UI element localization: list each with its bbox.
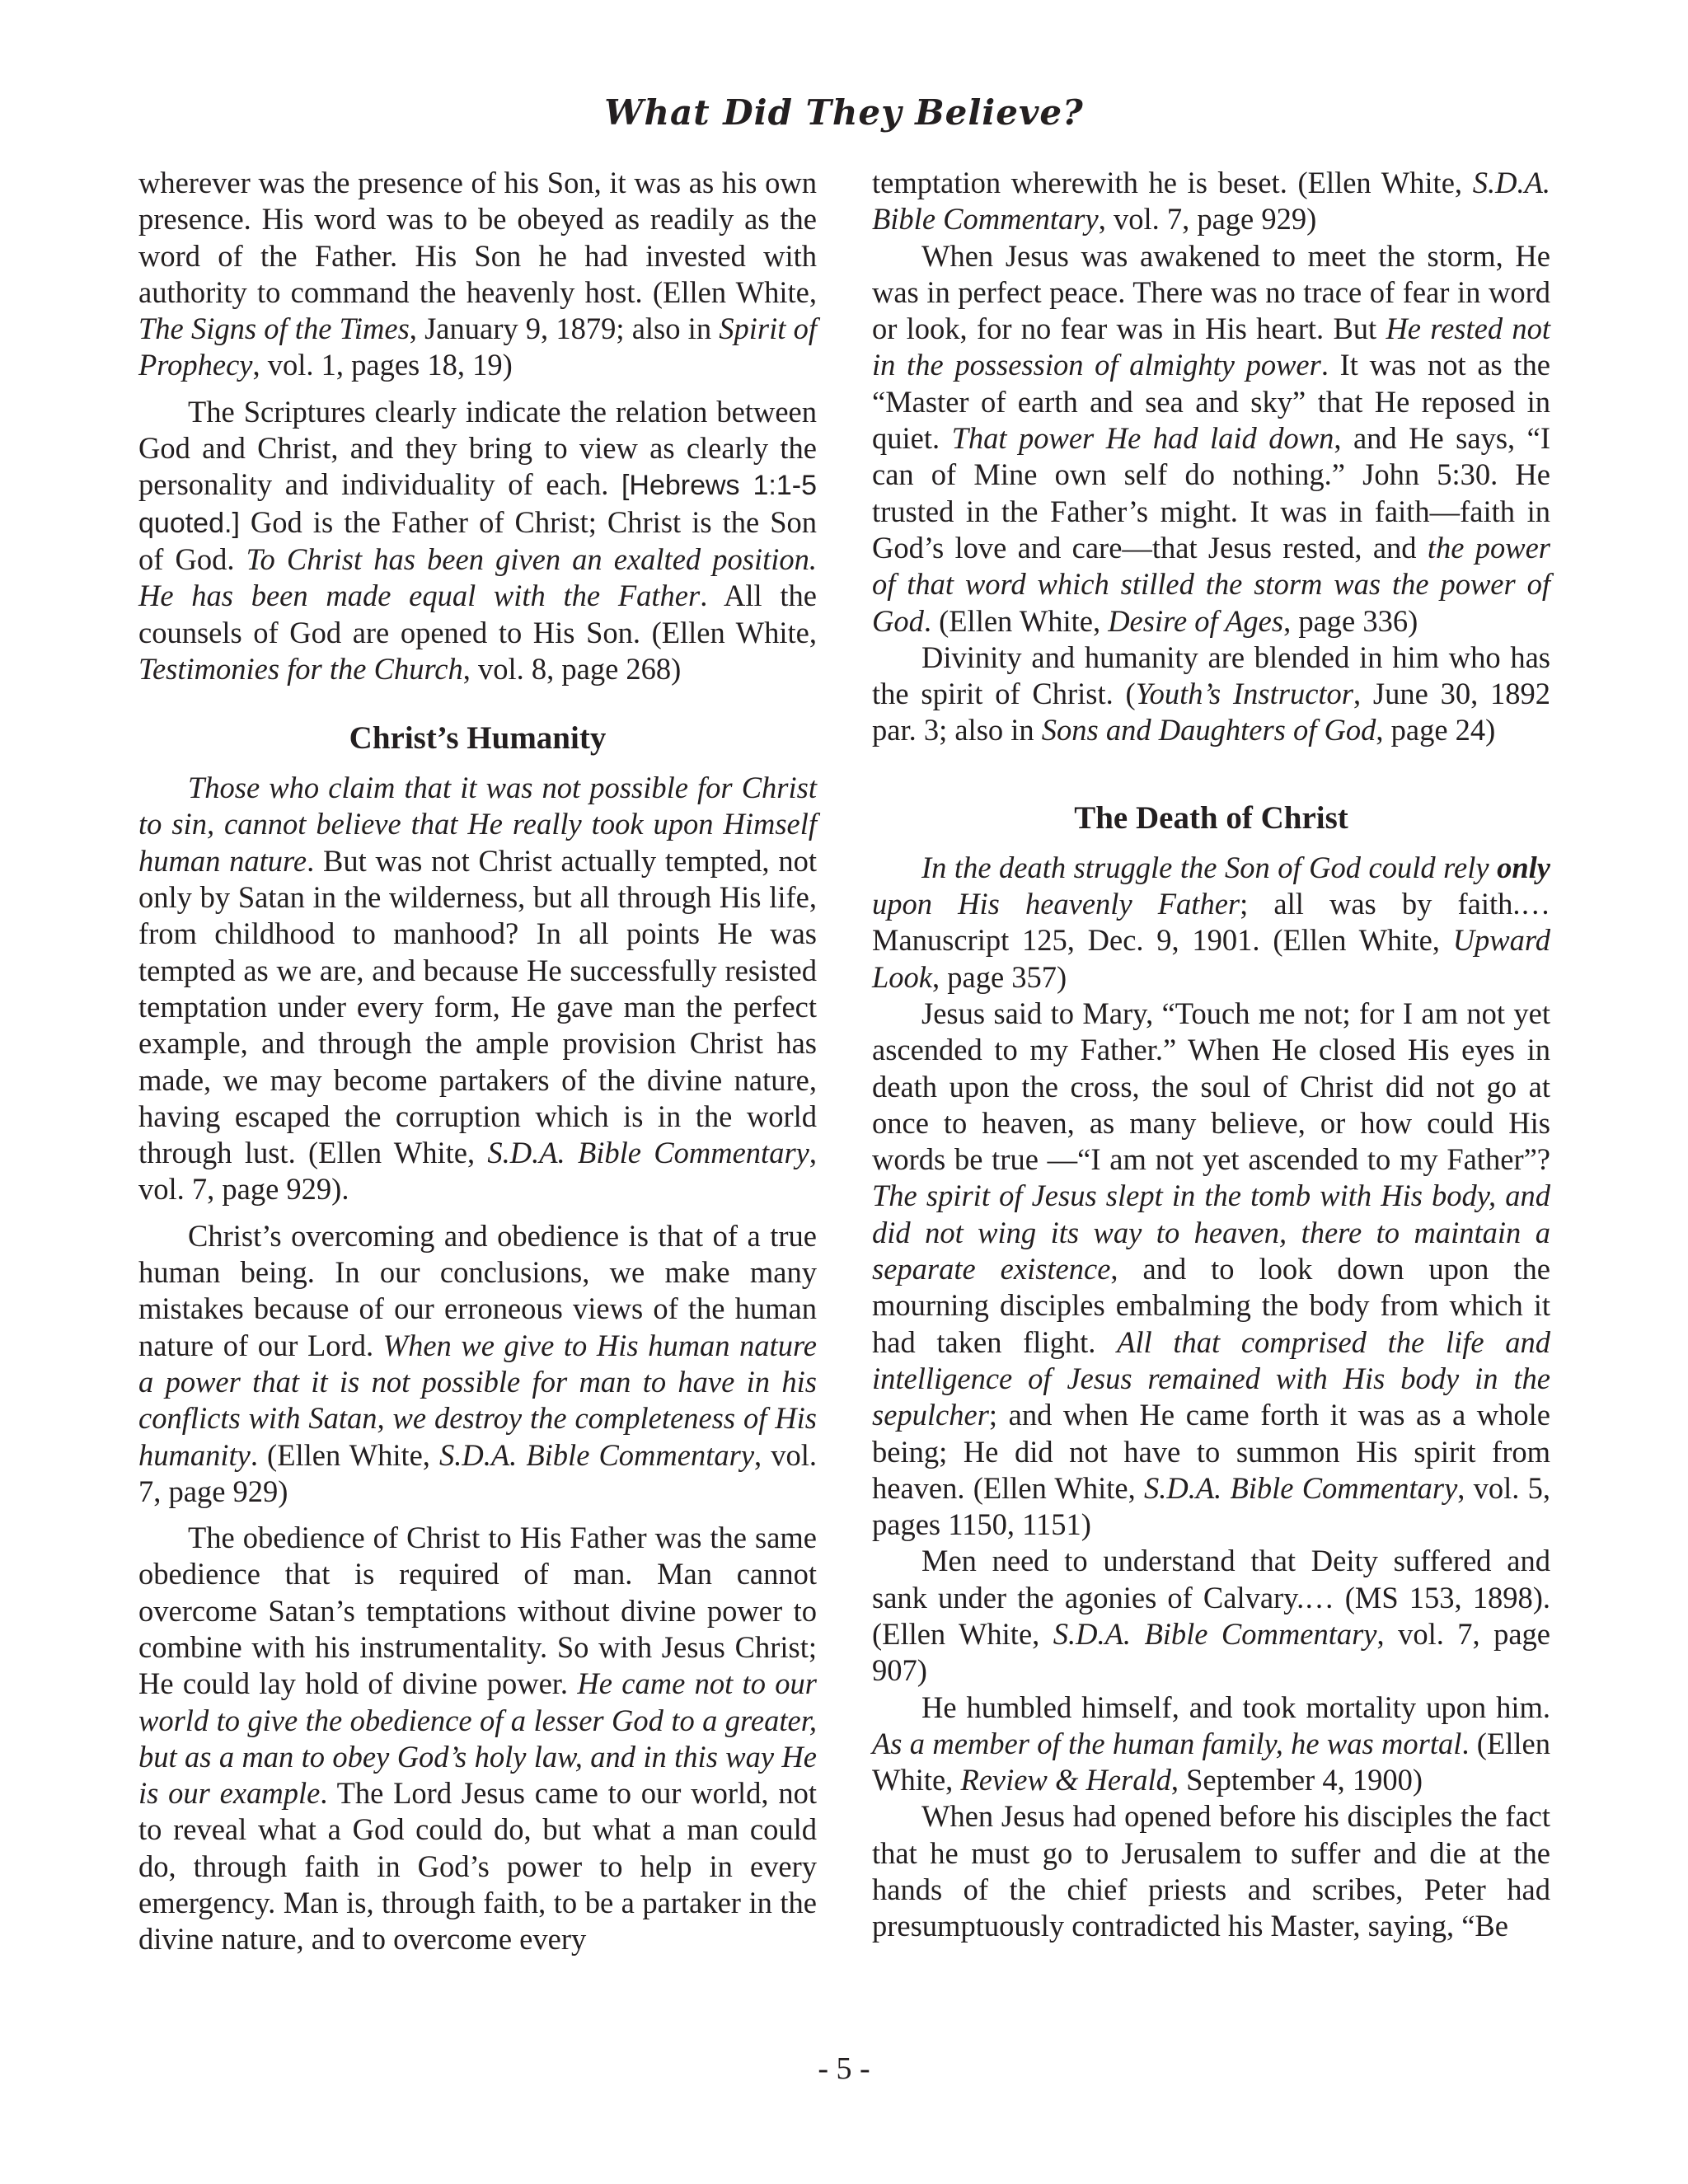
paragraph (138, 770, 817, 1208)
paragraph (872, 165, 1550, 238)
body-text: ; all was by faith.… Manuscript 125, Dec. 9, 1901. (Ellen White, (872, 887, 1550, 958)
body-text: , vol. 1, pages 18, 19) (252, 348, 513, 382)
emphasis-text: S.D.A. Bible Commentary (1053, 1616, 1377, 1651)
emphasis-text: upon His heavenly Father (872, 887, 1240, 921)
body-text: Divinity and humanity are blended in him who has the spirit of Christ. ( (872, 640, 1550, 711)
emphasis-text: only (1497, 850, 1550, 884)
body-text: , vol. 8, page 268) (462, 651, 682, 686)
emphasis-text: S.D.A. Bible Commentary (439, 1437, 755, 1472)
left-column (138, 165, 817, 1958)
scripture-reference: [Hebrews 1:1-5 quoted.] (138, 470, 818, 539)
emphasis-text: Testimonies for the Church (138, 651, 463, 686)
emphasis-text: To Christ has been given an exalted position. He has been made equal with the Father (138, 541, 817, 613)
paragraph (138, 165, 817, 384)
emphasis-text: Upward Look (872, 923, 1550, 994)
paragraph (872, 996, 1550, 1543)
body-text: . The Lord Jesus came to our world, not to reveal what a God could do, but what a man could do, through faith in God’s power to help in every emergency. Man is, through faith, to be a partaker in the divine nature, and to overcome every (138, 1776, 818, 1957)
body-text: , vol. 7, page 929). (138, 1136, 817, 1207)
body-text: . (Ellen White, (250, 1437, 440, 1472)
paragraph (872, 238, 1550, 640)
paragraph (872, 1798, 1550, 1944)
body-text: The Scriptures clearly indicate the relation between God and Christ, and they bring to view as clearly the personality and individuality of each. (138, 394, 817, 502)
emphasis-text: Youth’s Instructor (1135, 677, 1353, 711)
emphasis-text: The spirit of Jesus slept in the tomb with His body, and did not wing its way to heaven, there to maintain a separate existence (872, 1179, 1550, 1286)
body-text: , vol. 7, page 929) (1098, 202, 1317, 237)
body-text: , and to look down upon the mourning disciples embalming the body from which it had taken flight. (872, 1252, 1550, 1359)
emphasis-text: Review & Herald (960, 1763, 1171, 1797)
body-text: He humbled himself, and took mortality upon him. (921, 1690, 1550, 1724)
right-column (872, 165, 1550, 1945)
body-text: , vol. 7, page 907) (872, 1616, 1550, 1688)
emphasis-text: S.D.A. Bible Commentary (487, 1136, 809, 1170)
paragraph (872, 850, 1550, 996)
paragraph (138, 394, 817, 687)
body-text: temptation wherewith he is beset. (Ellen White, (872, 166, 1473, 199)
body-text: . (Ellen White, (923, 603, 1109, 638)
body-text: , page 24) (1376, 713, 1496, 748)
body-text: Christ’s overcoming and obedience is that of a true human being. In our conclusions, we make many mistakes because of our erroneous views of the human nature of our Lord. (138, 1218, 817, 1362)
body-text: Jesus said to Mary, “Touch me not; for I am not yet ascended to my Father.” When He closed His eyes in death upon the cross, the soul of Christ did not go at once to heaven, as many believe, or how could His words be true —“I am not yet ascended to my Father”? (872, 996, 1550, 1177)
body-text: , September 4, 1900) (1170, 1763, 1423, 1797)
emphasis-text: Those who claim that it was not possible for Christ to sin, cannot believe that He really took upon Himself human nature (138, 771, 817, 878)
emphasis-text: Spirit of Prophecy (138, 312, 817, 382)
emphasis-text: He came not to our world to give the obedience of a lesser God to a greater, but as a man to obey God’s holy law, and in this way He is our example (138, 1666, 817, 1811)
body-text: , June 30, 1892 par. 3; also in (872, 677, 1551, 748)
emphasis-text: Sons and Daughters of God (1041, 713, 1376, 748)
body-text: The obedience of Christ to His Father was the same obedience that is required of man. Man cannot overcome Satan’s temptations without divine power to combine with his instrumentality. So with Jesus Christ; He could lay hold of divine power. (138, 1521, 817, 1701)
body-text: , page 336) (1283, 603, 1418, 638)
paragraph (872, 640, 1550, 749)
body-text: , page 357) (932, 959, 1067, 994)
body-text: . It was not as the “Master of earth and sea and sky” that He reposed in quiet. (872, 348, 1550, 456)
body-text: God is the Father of Christ; Christ is the Son of God. (138, 504, 817, 576)
section-heading: The Death of Christ (1074, 799, 1348, 836)
body-text: . But was not Christ actually tempted, not only by Satan in the wilderness, but all through His life, from childhood to manhood? In all points He was tempted as we are, and because He successfully resisted temptation under every form, He gave man the perfect example, and through the ample provision Christ has made, we may become partakers of the divine nature, having escaped the corruption which is in the world through lust. (Ellen White, (138, 843, 817, 1170)
body-text: . All the counsels of God are opened to His Son. (Ellen White, (138, 579, 817, 649)
emphasis-text: In the death struggle the Son of God could rely (921, 850, 1498, 884)
emphasis-text: The Signs of the Times (138, 312, 410, 346)
emphasis-text: That power He had laid down (951, 421, 1334, 456)
paragraph (872, 1690, 1550, 1799)
body-text: When Jesus was awakened to meet the storm, He was in perfect peace. There was no trace of fear in word or look, for no fear was in His heart. But (872, 238, 1550, 346)
body-text: , January 9, 1879; also in (409, 312, 720, 346)
emphasis-text: Desire of Ages (1108, 603, 1284, 638)
body-text: When Jesus had opened before his disciples the fact that he must go to Jerusalem to suffer and die at the hands of the chief priests and scribes, Peter had presumptuously contradicted his Master, saying, “Be (872, 1799, 1550, 1943)
emphasis-text: the power of that word which stilled the storm was the power of God (872, 530, 1550, 638)
paragraph (138, 1218, 817, 1510)
emphasis-text: As a member of the human family, he was mortal (872, 1726, 1462, 1760)
paragraph (138, 1520, 817, 1958)
emphasis-text: When we give to His human nature a power that it is not possible for man to have in his conflicts with Satan, we destroy the completeness of His humanity (138, 1328, 817, 1472)
paragraph (872, 1543, 1550, 1689)
body-text: . (Ellen White, (872, 1726, 1550, 1797)
emphasis-text: He rested not in the possession of almighty power (872, 312, 1550, 382)
body-text: , vol. 7, page 929) (138, 1437, 817, 1508)
body-text: wherever was the presence of his Son, it was as his own presence. His word was to be obeyed as readily as the word of the Father. His Son he had invested with authority to command the heavenly host. (Ellen White, (138, 166, 817, 309)
body-text: ; and when He came forth it was as a whole being; He did not have to summon His spirit from heaven. (Ellen White, (872, 1398, 1550, 1505)
body-text: , vol. 5, pages 1150, 1151) (872, 1470, 1550, 1542)
emphasis-text: S.D.A. Bible Commentary (1143, 1470, 1458, 1505)
running-head: What Did They Believe? (604, 92, 1084, 133)
emphasis-text: All that comprised the life and intelligence of Jesus remained with His body in the sepulcher (872, 1324, 1550, 1432)
body-text: Men need to understand that Deity suffered and sank under the agonies of Calvary.… (MS 153, 1898). (Ellen White, (872, 1544, 1550, 1651)
section-heading: Christ’s Humanity (349, 720, 607, 757)
emphasis-text: S.D.A. Bible Commentary (872, 166, 1550, 237)
page-number: - 5 - (818, 2051, 870, 2086)
body-text: , and He says, “I can of Mine own self do nothing.” John 5:30. He trusted in the Father’s might. It was in faith—faith in God’s love and care—that Jesus rested, and (872, 421, 1550, 565)
